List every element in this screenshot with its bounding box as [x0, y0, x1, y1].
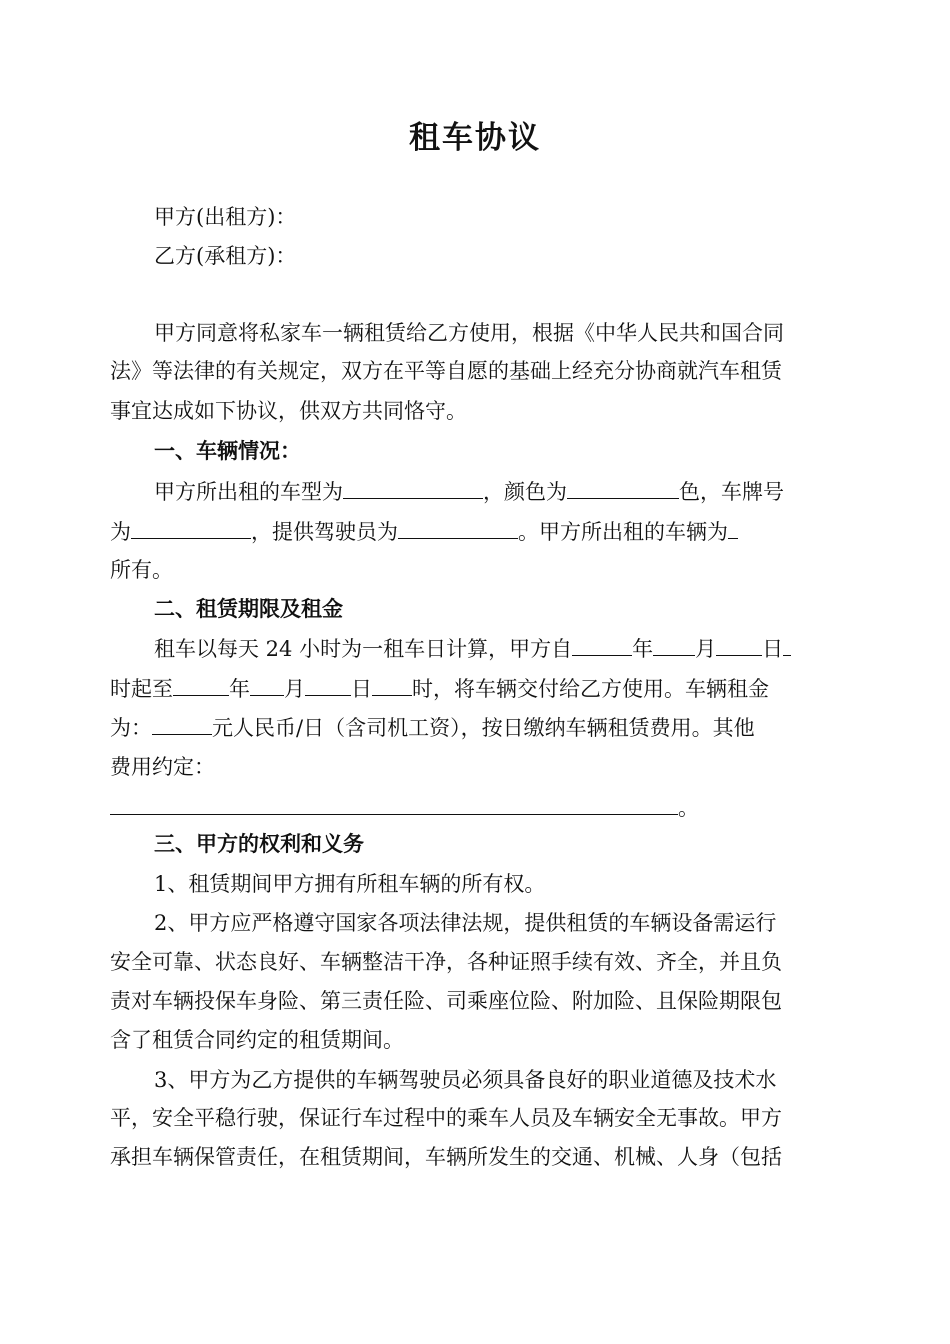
- fill-blank-start-day[interactable]: [716, 633, 762, 656]
- section-3-item-3-line-2: 平，安全平稳行驶，保证行车过程中的乘车人员及车辆安全无事故。甲方: [110, 1106, 782, 1130]
- section-2-line-1: [154, 633, 791, 664]
- text-segment: ，颜色为: [483, 480, 567, 504]
- section-1-line-2: [110, 516, 738, 547]
- fill-blank-daily-rent[interactable]: [152, 712, 212, 735]
- section-3-item-1: 1、租赁期间甲方拥有所租车辆的所有权。: [154, 872, 546, 896]
- text-segment: 。甲方所出租的车辆为: [518, 520, 728, 544]
- fill-blank-end-month[interactable]: [250, 673, 284, 696]
- text-segment: 时起至: [110, 677, 173, 701]
- text-segment: 甲方所出租的车型为: [154, 480, 343, 504]
- fill-blank-start-month[interactable]: [653, 633, 695, 656]
- text-segment: 元人民币/日（含司机工资），按日缴纳车辆租赁费用。其他: [212, 716, 755, 740]
- section-3-heading: 三、甲方的权利和义务: [154, 832, 364, 856]
- year-label: 年: [229, 677, 250, 701]
- section-3-item-2-line-2: 安全可靠、状态良好、车辆整洁干净，各种证照手续有效、齐全，并且负: [110, 950, 782, 974]
- day-label: 日: [351, 677, 372, 701]
- section-1-line-3: 所有。: [110, 558, 173, 582]
- section-3-item-2-line-1: 2、甲方应严格遵守国家各项法律法规，提供租赁的车辆设备需运行: [154, 911, 777, 935]
- fill-blank-end-day[interactable]: [305, 673, 351, 696]
- text-segment: 为：: [110, 716, 152, 740]
- section-1-heading: 一、车辆情况：: [154, 439, 301, 463]
- intro-line-2: 法》等法律的有关规定，双方在平等自愿的基础上经充分协商就汽车租赁: [110, 359, 782, 383]
- fill-blank-owner[interactable]: [728, 516, 738, 539]
- fill-blank-color[interactable]: [567, 476, 679, 499]
- month-label: 月: [284, 677, 305, 701]
- text-segment: 为: [110, 520, 131, 544]
- text-segment: 租车以每天 24 小时为一租车日计算，甲方自: [154, 637, 573, 661]
- fill-blank-car-model[interactable]: [343, 476, 483, 499]
- intro-line-3: 事宜达成如下协议，供双方共同恪守。: [110, 399, 467, 423]
- fill-blank-plate[interactable]: [131, 516, 251, 539]
- document-title: 租车协议: [409, 120, 541, 156]
- text-segment: 时，将车辆交付给乙方使用。车辆租金: [412, 677, 769, 701]
- month-label: 月: [695, 637, 717, 661]
- section-3-item-2-line-4: 含了租赁合同约定的租赁期间。: [110, 1028, 404, 1052]
- fill-blank-driver[interactable]: [398, 516, 518, 539]
- text-segment: 色，车牌号: [679, 480, 784, 504]
- day-label: 日: [762, 637, 784, 661]
- section-2-line-3: [110, 712, 755, 743]
- fill-blank-start-hour[interactable]: [783, 633, 791, 656]
- section-1-line-1: [154, 476, 784, 507]
- section-2-heading: 二、租赁期限及租金: [154, 597, 343, 621]
- intro-line-1: 甲方同意将私家车一辆租赁给乙方使用，根据《中华人民共和国合同: [154, 321, 784, 345]
- section-3-item-3-line-1: 3、甲方为乙方提供的车辆驾驶员必须具备良好的职业道德及技术水: [154, 1068, 777, 1092]
- section-2-line-2: [110, 673, 769, 704]
- fill-blank-other-fees[interactable]: [110, 792, 678, 815]
- party-b-label: 乙方(承租方)：: [154, 244, 297, 268]
- text-segment: 。: [678, 796, 699, 820]
- section-3-item-3-line-3: 承担车辆保管责任，在租赁期间，车辆所发生的交通、机械、人身（包括: [110, 1145, 782, 1169]
- fill-blank-start-year[interactable]: [572, 633, 632, 656]
- text-segment: ，提供驾驶员为: [251, 520, 398, 544]
- section-2-line-4: 费用约定：: [110, 755, 215, 779]
- fill-blank-end-year[interactable]: [173, 673, 229, 696]
- fill-blank-end-hour[interactable]: [372, 673, 412, 696]
- year-label: 年: [632, 637, 654, 661]
- section-3-item-2-line-3: 责对车辆投保车身险、第三责任险、司乘座位险、附加险、且保险期限包: [110, 989, 782, 1013]
- party-a-label: 甲方(出租方)：: [154, 205, 297, 229]
- section-2-line-5: [110, 792, 699, 823]
